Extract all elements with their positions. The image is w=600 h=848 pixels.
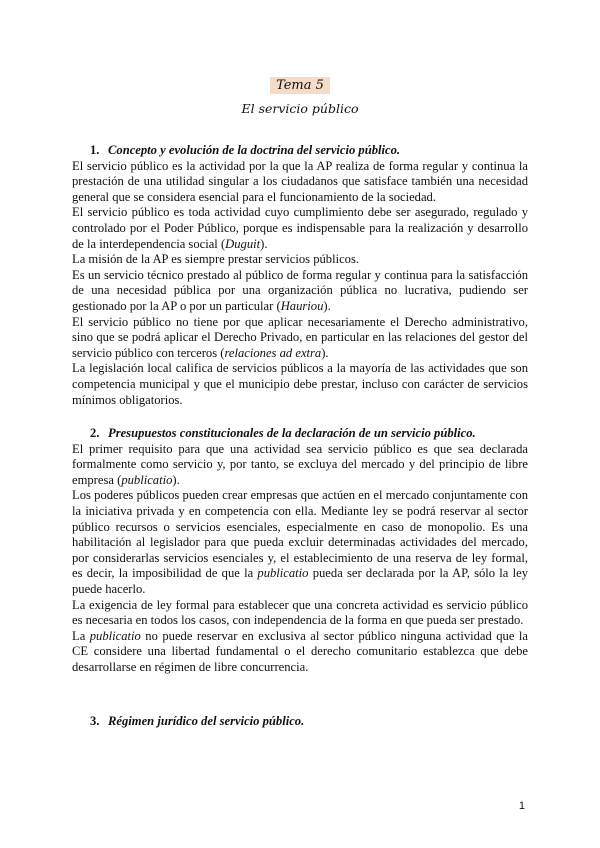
document-body <box>72 143 528 729</box>
paragraph: La legislación local califica de servicios públicos a la mayoría de las actividades que son competencia municipal y que el municipio debe prestar, incluso con carácter de servicios mínimos obligatorios. <box>72 361 528 407</box>
paragraph: La exigencia de ley formal para establecer que una concreta actividad es servicio público es necesaria en todos los casos, con independencia de la forma en que pueda ser prestado. <box>72 597 528 628</box>
paragraph-text: Es un servicio técnico prestado al público de forma regular y continua para la satisfacción de una necesidad pública por una organización pública no lucrativa, pudiendo ser gestionado por la AP o por un particular ( <box>72 267 528 313</box>
paragraph-text: El servicio público no tiene por que aplicar necesariamente el Derecho administrativo, sino que se podrá aplicar el Derecho Privado, en particular en las relaciones del gestor del servicio público con terceros ( <box>72 314 528 360</box>
paragraph-text: El primer requisito para que una actividad sea servicio público es que sea declarada formalmente como servicio y, por tanto, se excluya del mercado y del principio de libre empresa ( <box>72 441 528 487</box>
page-number: 1 <box>518 800 525 812</box>
page-subtitle: El servicio público <box>241 101 359 116</box>
section-heading-text: Concepto y evolución de la doctrina del servicio público. <box>108 143 401 157</box>
section-heading-text: Presupuestos constitucionales de la declaración de un servicio público. <box>108 426 476 441</box>
paragraph <box>72 488 528 597</box>
paragraph-text: El servicio público es toda actividad cuyo cumplimiento debe ser asegurado, regulado y controlado por el Poder Público, porque es indispensable para la realización y desarrollo de la interdependencia social ( <box>72 205 528 251</box>
section-number: 2. <box>90 426 100 441</box>
paragraph <box>72 205 528 252</box>
emphasis-text: relaciones ad extra <box>224 345 322 360</box>
paragraph-text: pueda ser declarada por la AP, sólo la ley puede hacerlo. <box>72 566 529 597</box>
paragraph-text: La <box>72 628 90 643</box>
paragraph-text: no puede reservar en exclusiva al sector público ninguna actividad que la CE considere una libertad fundamental o el derecho comunitario establezca que debe desarrollarse en régimen de libre concurrencia. <box>72 628 528 674</box>
paragraph-text: ). <box>321 345 329 360</box>
section-heading-text: Régimen jurídico del servicio público. <box>108 713 305 728</box>
topic-title: Tema 5 <box>270 77 330 94</box>
section-heading-1 <box>72 143 528 159</box>
paragraph: El servicio público es la actividad por la que la AP realiza de forma regular y continua la prestación de una utilidad singular a los ciudadanos que satisface también una necesidad general que se considera esencial para el funcionamiento de la sociedad. <box>72 158 528 204</box>
section-heading-2 <box>72 426 528 442</box>
paragraph-text: Los poderes públicos pueden crear empresas que actúen en el mercado conjuntamente con la iniciativa privada y en competencia con ella. Mediante ley se podrá reservar al sector público recursos o servicios esenciales, especialmente en caso de monopolio. Es una habilitación al legislador para que pueda excluir determinadas actividades del mercado, por considerarlas servicios esenciales y, el establecimiento de una reserva de ley formal, es decir, la imposibilidad de que la <box>72 488 528 581</box>
paragraph <box>72 442 528 489</box>
paragraph <box>72 315 528 362</box>
title-block <box>0 76 600 94</box>
paragraph-text: ). <box>323 298 331 313</box>
paragraph: La misión de la AP es siempre prestar servicios públicos. <box>72 252 360 267</box>
section-heading-3 <box>72 714 528 730</box>
emphasis-text: publicatio <box>121 472 173 487</box>
section-number: 1. <box>90 143 100 157</box>
paragraph-text: ). <box>172 472 180 487</box>
citation-author: Duguit <box>225 236 261 251</box>
paragraph <box>72 268 528 315</box>
section-number: 3. <box>90 713 100 728</box>
paragraph <box>72 629 528 676</box>
emphasis-text: publicatio <box>89 628 141 643</box>
paragraph-text: ). <box>260 236 268 251</box>
emphasis-text: publicatio <box>257 566 309 581</box>
citation-author: Hauriou <box>280 298 324 313</box>
